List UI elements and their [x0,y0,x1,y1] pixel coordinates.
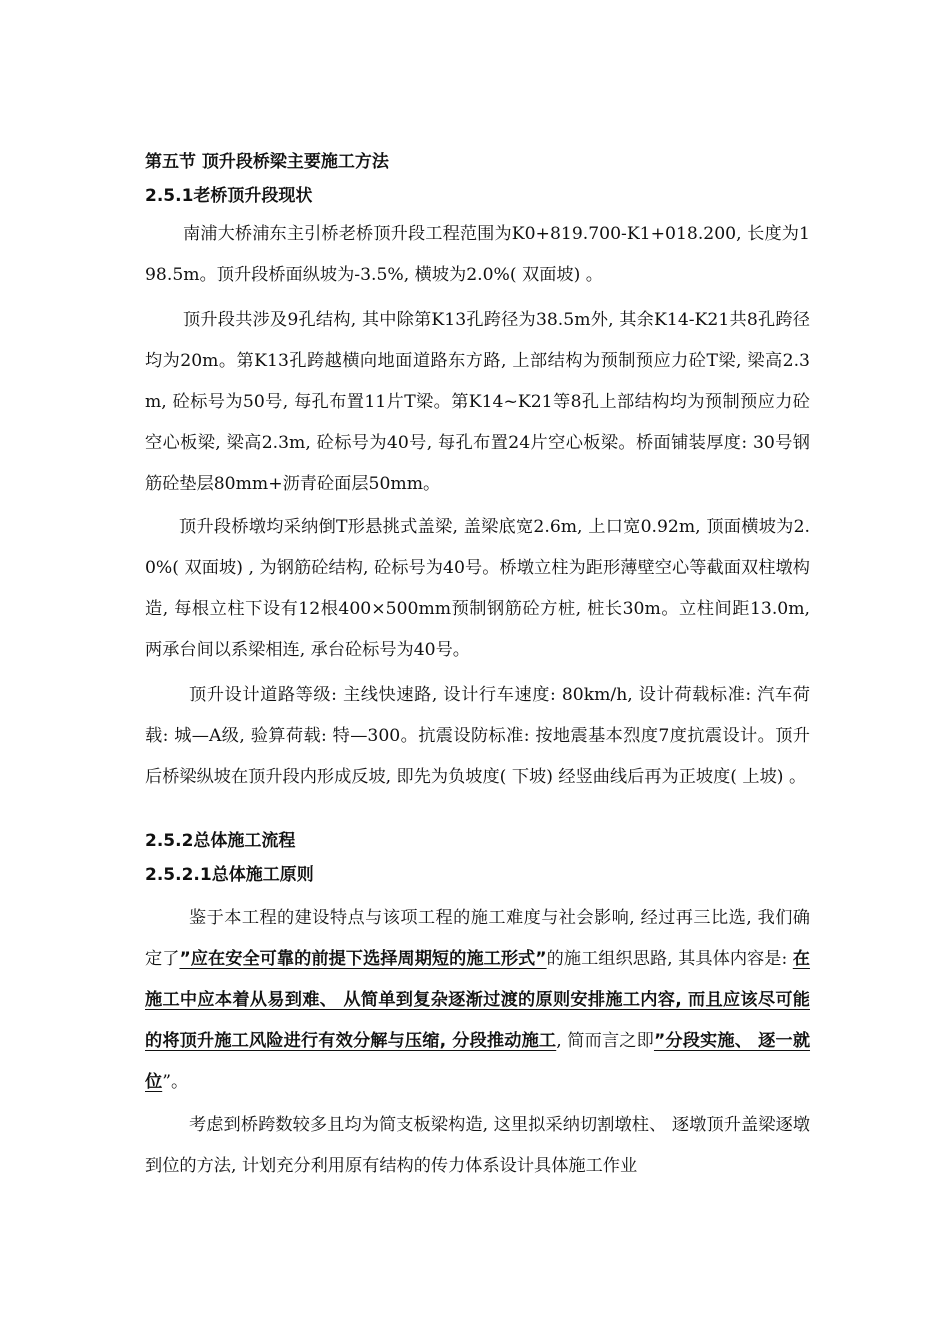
section-heading: 第五节 顶升段桥梁主要施工方法 [145,152,389,172]
principle-text-b: 的施工组织思路, 其具体内容是: [546,949,793,969]
principle-emphasis-3: ”分段实施、 逐一就位 [145,1031,811,1092]
paragraph-design-standards: 顶升设计道路等级: 主线快速路, 设计行车速度: 80km/h, 设计荷载标准: 汽车荷载: 城—A级, 验算荷载: 特—300。抗震设防标准: 按地震基本烈度7度抗震设计。顶升后桥梁纵坡在顶升段内形成反坡, 即先为负坡度( 下坡) 经竖曲线后再为正坡度( 上坡) 。 [145,685,810,787]
paragraph-structure: 顶升段共涉及9孔结构, 其中除第K13孔跨径为38.5m外, 其余K14-K21共8孔跨径均为20m。第K13孔跨越横向地面道路东方路, 上部结构为预制预应力砼T梁, 梁高2.3m, 砼标号为50号, 每孔布置11片T梁。第K14~K21等8孔上部结构均为预制预应力砼空心板梁, 梁高2.3m, 砼标号为40号, 每孔布置24片空心板梁。桥面铺装厚度: 30号钢筋砼垫层80mm+沥青砼面层50mm。 [145,310,810,494]
paragraph-scope: 南浦大桥浦东主引桥老桥顶升段工程范围为K0+819.700-K1+018.200, 长度为198.5m。顶升段桥面纵坡为-3.5%, 横坡为2.0%( 双面坡) 。 [145,224,810,285]
principle-text-c: , 简而言之即 [556,1031,654,1051]
principle-text-a: 鉴于本工程的建设特点与该项工程的施工难度与社会影响, 经过再三比选, 我们确定了 [145,908,810,969]
paragraph-principle [145,898,810,1103]
subsection-heading-2-5-2-1: 2.5.2.1总体施工原则 [145,865,314,885]
paragraph-piers: 顶升段桥墩均采纳倒T形悬挑式盖梁, 盖梁底宽2.6m, 上口宽0.92m, 顶面横坡为2.0%( 双面坡) , 为钢筋砼结构, 砼标号为40号。桥墩立柱为距形薄壁空心等截面双柱墩构造, 每根立柱下设有12根400×500mm预制钢筋砼方桩, 桩长30m。立柱间距13.0m, 两承台间以系梁相连, 承台砼标号为40号。 [145,517,810,660]
subsection-heading-2-5-2: 2.5.2总体施工流程 [145,831,296,851]
subsection-heading-2-5-1: 2.5.1老桥顶升段现状 [145,186,313,206]
paragraph-method: 考虑到桥跨数较多且均为简支板梁构造, 这里拟采纳切割墩柱、 逐墩顶升盖梁逐墩到位的方法, 计划充分利用原有结构的传力体系设计具体施工作业 [145,1115,810,1176]
principle-emphasis-2: 在施工中应本着从易到难、 从简单到复杂逐渐过渡的原则安排施工内容, 而且应该尽可能的将顶升施工风险进行有效分解与压缩, 分段推动施工 [145,949,810,1051]
document-body [145,140,810,1187]
principle-emphasis-1: ”应在安全可靠的前提下选择周期短的施工形式” [179,949,547,969]
principle-text-d: ”。 [162,1072,189,1092]
